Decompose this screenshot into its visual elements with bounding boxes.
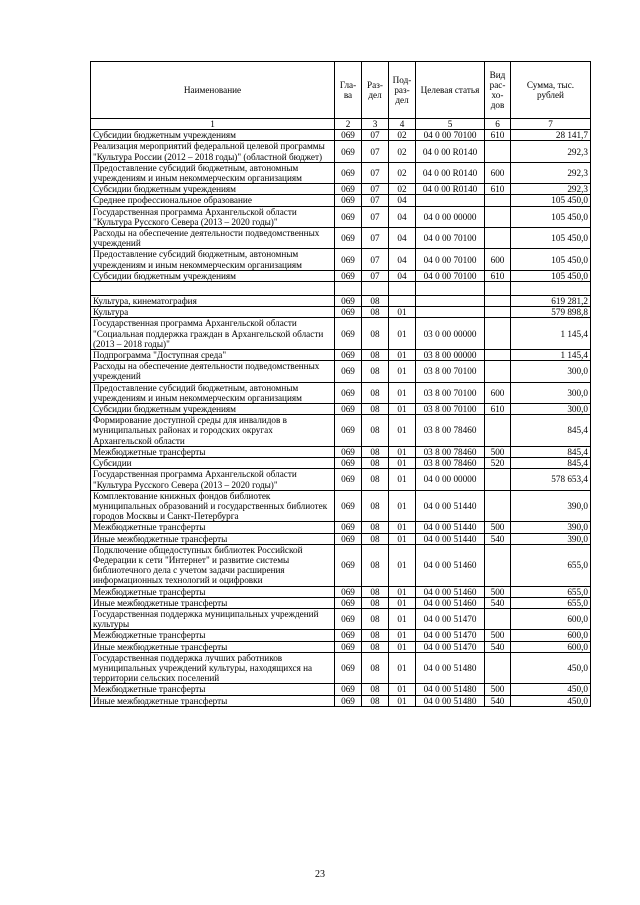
row-sum: 292,3 (511, 141, 591, 162)
row-glava: 069 (335, 228, 362, 249)
row-sum: 105 450,0 (511, 249, 591, 270)
column-number: 5 (416, 119, 485, 130)
row-sum: 390,0 (511, 490, 591, 522)
row-name: Подключение общедоступных библиотек Российской Федерации к сети "Интернет" и развитие системы библиотечного дела с учетом задачи расширения информационных технологий и оцифровки (91, 544, 335, 586)
row-sum: 655,0 (511, 544, 591, 586)
column-number: 2 (335, 119, 362, 130)
table-body (91, 130, 591, 707)
row-expense-type: 610 (485, 130, 511, 141)
row-name: Расходы на обеспечение деятельности подведомственных учреждений (91, 361, 335, 382)
row-expense-type: 600 (485, 162, 511, 183)
row-name: Подпрограмма "Доступная среда" (91, 350, 335, 361)
row-name: Государственная программа Архангельской области "Культура Русского Севера (2013 – 2020 годы)" (91, 206, 335, 227)
table-row (91, 282, 591, 296)
row-podrazdel: 01 (389, 586, 416, 597)
row-glava: 069 (335, 195, 362, 206)
row-glava: 069 (335, 206, 362, 227)
row-expense-type: 600 (485, 382, 511, 403)
row-sum: 578 653,4 (511, 469, 591, 490)
row-expense-type: 540 (485, 695, 511, 706)
row-name: Субсидии бюджетным учреждениям (91, 404, 335, 415)
row-sum: 579 898,8 (511, 307, 591, 318)
row-glava: 069 (335, 446, 362, 457)
row-target-article: 04 0 00 70100 (416, 130, 485, 141)
row-podrazdel: 04 (389, 228, 416, 249)
row-glava: 069 (335, 141, 362, 162)
table-row (91, 522, 591, 533)
row-razdel: 08 (362, 415, 389, 447)
row-podrazdel: 01 (389, 652, 416, 684)
row-target-article: 03 8 00 70100 (416, 382, 485, 403)
row-podrazdel (389, 296, 416, 307)
row-sum: 845,4 (511, 458, 591, 469)
row-razdel: 08 (362, 307, 389, 318)
row-expense-type: 610 (485, 270, 511, 281)
row-expense-type: 540 (485, 597, 511, 608)
row-expense-type (485, 608, 511, 629)
row-razdel: 07 (362, 195, 389, 206)
row-razdel: 07 (362, 141, 389, 162)
row-podrazdel: 01 (389, 608, 416, 629)
table-row (91, 361, 591, 382)
row-target-article (416, 282, 485, 296)
row-podrazdel: 01 (389, 641, 416, 652)
row-target-article: 04 0 00 51440 (416, 522, 485, 533)
table-row (91, 415, 591, 447)
row-razdel: 08 (362, 652, 389, 684)
row-glava: 069 (335, 350, 362, 361)
table-row (91, 597, 591, 608)
row-name: Иные межбюджетные трансферты (91, 533, 335, 544)
row-razdel: 07 (362, 162, 389, 183)
row-podrazdel: 02 (389, 162, 416, 183)
row-sum: 105 450,0 (511, 228, 591, 249)
table-row (91, 318, 591, 350)
row-glava: 069 (335, 522, 362, 533)
table-row (91, 469, 591, 490)
row-sum: 300,0 (511, 361, 591, 382)
row-razdel: 08 (362, 630, 389, 641)
row-target-article: 04 0 00 51460 (416, 544, 485, 586)
row-podrazdel: 01 (389, 318, 416, 350)
row-podrazdel: 01 (389, 350, 416, 361)
row-razdel: 08 (362, 382, 389, 403)
row-razdel: 08 (362, 608, 389, 629)
header-expense-type: Вид рас-хо-дов (485, 62, 511, 119)
row-glava: 069 (335, 490, 362, 522)
row-expense-type: 500 (485, 586, 511, 597)
row-name: Культура, кинематография (91, 296, 335, 307)
header-name: Наименование (91, 62, 335, 119)
row-sum: 105 450,0 (511, 195, 591, 206)
row-name: Межбюджетные трансферты (91, 630, 335, 641)
row-sum: 105 450,0 (511, 206, 591, 227)
row-sum (511, 282, 591, 296)
table-row (91, 307, 591, 318)
row-glava (335, 282, 362, 296)
row-target-article: 03 0 00 00000 (416, 318, 485, 350)
row-sum: 1 145,4 (511, 318, 591, 350)
row-glava: 069 (335, 695, 362, 706)
row-expense-type (485, 195, 511, 206)
row-glava: 069 (335, 361, 362, 382)
table-row (91, 458, 591, 469)
row-glava: 069 (335, 469, 362, 490)
row-expense-type (485, 652, 511, 684)
row-podrazdel: 01 (389, 382, 416, 403)
row-podrazdel: 02 (389, 130, 416, 141)
row-glava: 069 (335, 641, 362, 652)
row-expense-type (485, 296, 511, 307)
row-target-article: 04 0 00 51440 (416, 490, 485, 522)
row-target-article (416, 296, 485, 307)
table-row (91, 228, 591, 249)
row-razdel: 08 (362, 641, 389, 652)
row-razdel: 08 (362, 318, 389, 350)
row-expense-type (485, 469, 511, 490)
row-razdel: 08 (362, 533, 389, 544)
row-sum: 1 145,4 (511, 350, 591, 361)
row-glava: 069 (335, 630, 362, 641)
row-expense-type: 540 (485, 641, 511, 652)
row-razdel: 07 (362, 228, 389, 249)
page-number: 23 (315, 869, 325, 880)
row-sum: 450,0 (511, 684, 591, 695)
row-target-article (416, 195, 485, 206)
row-expense-type (485, 141, 511, 162)
row-name: Субсидии бюджетным учреждениям (91, 130, 335, 141)
table-row (91, 641, 591, 652)
row-razdel: 08 (362, 684, 389, 695)
row-podrazdel: 01 (389, 458, 416, 469)
row-name: Среднее профессиональное образование (91, 195, 335, 206)
row-name: Субсидии бюджетным учреждениям (91, 270, 335, 281)
row-expense-type (485, 282, 511, 296)
row-sum: 600,0 (511, 641, 591, 652)
row-sum: 655,0 (511, 586, 591, 597)
row-sum: 292,3 (511, 162, 591, 183)
row-target-article: 04 0 00 51480 (416, 652, 485, 684)
row-podrazdel: 01 (389, 544, 416, 586)
row-podrazdel: 01 (389, 469, 416, 490)
row-podrazdel: 01 (389, 533, 416, 544)
row-razdel: 08 (362, 544, 389, 586)
row-glava: 069 (335, 608, 362, 629)
row-expense-type (485, 361, 511, 382)
row-name: Культура (91, 307, 335, 318)
row-target-article: 03 8 00 78460 (416, 415, 485, 447)
table-row (91, 270, 591, 281)
row-target-article: 04 0 00 70100 (416, 249, 485, 270)
row-glava: 069 (335, 296, 362, 307)
row-glava: 069 (335, 382, 362, 403)
table-row (91, 162, 591, 183)
row-glava: 069 (335, 597, 362, 608)
row-expense-type: 500 (485, 630, 511, 641)
row-razdel: 07 (362, 249, 389, 270)
row-expense-type: 500 (485, 684, 511, 695)
row-podrazdel: 04 (389, 195, 416, 206)
row-name: Комплектование книжных фондов библиотек муниципальных образований и государственных библиотек городов Москвы и Санкт-Петербурга (91, 490, 335, 522)
row-glava: 069 (335, 404, 362, 415)
row-name: Иные межбюджетные трансферты (91, 597, 335, 608)
row-podrazdel: 01 (389, 490, 416, 522)
row-expense-type: 600 (485, 249, 511, 270)
row-name: Расходы на обеспечение деятельности подведомственных учреждений (91, 228, 335, 249)
row-target-article: 04 0 00 51480 (416, 695, 485, 706)
row-expense-type (485, 318, 511, 350)
row-name: Предоставление субсидий бюджетным, автономным учреждениям и иным некоммерческим организациям (91, 249, 335, 270)
row-glava: 069 (335, 162, 362, 183)
row-glava: 069 (335, 318, 362, 350)
row-sum: 300,0 (511, 404, 591, 415)
row-glava: 069 (335, 184, 362, 195)
row-name: Субсидии (91, 458, 335, 469)
row-razdel: 08 (362, 522, 389, 533)
row-sum: 450,0 (511, 695, 591, 706)
row-razdel: 08 (362, 458, 389, 469)
row-name: Межбюджетные трансферты (91, 522, 335, 533)
row-razdel: 07 (362, 130, 389, 141)
column-number-row (91, 119, 591, 130)
row-sum: 655,0 (511, 597, 591, 608)
row-podrazdel: 02 (389, 184, 416, 195)
row-target-article: 04 0 00 51470 (416, 608, 485, 629)
row-sum: 105 450,0 (511, 270, 591, 281)
row-podrazdel: 01 (389, 307, 416, 318)
row-razdel: 07 (362, 270, 389, 281)
row-name: Формирование доступной среды для инвалидов в муниципальных районах и городских округах Архангельской области (91, 415, 335, 447)
table-row (91, 130, 591, 141)
row-razdel: 08 (362, 597, 389, 608)
table-row (91, 382, 591, 403)
header-razdel: Раз-дел (362, 62, 389, 119)
row-sum: 300,0 (511, 382, 591, 403)
row-glava: 069 (335, 652, 362, 684)
row-name: Предоставление субсидий бюджетным, автономным учреждениям и иным некоммерческим организациям (91, 382, 335, 403)
table-row (91, 544, 591, 586)
row-expense-type: 500 (485, 522, 511, 533)
row-podrazdel: 01 (389, 446, 416, 457)
header-podrazdel: Под-раз-дел (389, 62, 416, 119)
row-sum: 450,0 (511, 652, 591, 684)
row-name: Государственная программа Архангельской области "Культура Русского Севера (2013 – 2020 годы)" (91, 469, 335, 490)
row-name: Межбюджетные трансферты (91, 684, 335, 695)
row-podrazdel (389, 282, 416, 296)
budget-table (90, 61, 591, 707)
row-expense-type: 540 (485, 533, 511, 544)
row-razdel: 08 (362, 469, 389, 490)
table-row (91, 249, 591, 270)
row-sum: 619 281,2 (511, 296, 591, 307)
column-number: 4 (389, 119, 416, 130)
row-razdel: 08 (362, 350, 389, 361)
row-podrazdel: 01 (389, 415, 416, 447)
row-target-article: 04 0 00 R0140 (416, 141, 485, 162)
row-razdel: 08 (362, 446, 389, 457)
row-target-article: 04 0 00 51440 (416, 533, 485, 544)
row-target-article: 04 0 00 R0140 (416, 184, 485, 195)
row-target-article: 03 8 00 70100 (416, 361, 485, 382)
table-row (91, 296, 591, 307)
row-target-article: 04 0 00 51480 (416, 684, 485, 695)
row-target-article: 04 0 00 70100 (416, 270, 485, 281)
row-name: Реализация мероприятий федеральной целевой программы "Культура России (2012 – 2018 годы)" (областной бюджет) (91, 141, 335, 162)
row-expense-type: 610 (485, 184, 511, 195)
table-row (91, 404, 591, 415)
row-podrazdel: 01 (389, 630, 416, 641)
row-glava: 069 (335, 458, 362, 469)
table-row (91, 695, 591, 706)
table-row (91, 652, 591, 684)
row-glava: 069 (335, 544, 362, 586)
table-row (91, 608, 591, 629)
row-razdel (362, 282, 389, 296)
row-target-article: 03 8 00 78460 (416, 458, 485, 469)
table-row (91, 684, 591, 695)
row-podrazdel: 01 (389, 361, 416, 382)
row-sum: 845,4 (511, 446, 591, 457)
row-name: Предоставление субсидий бюджетным, автономным учреждениям и иным некоммерческим организациям (91, 162, 335, 183)
table-row (91, 490, 591, 522)
row-razdel: 08 (362, 586, 389, 597)
row-name: Иные межбюджетные трансферты (91, 695, 335, 706)
row-expense-type (485, 206, 511, 227)
row-glava: 069 (335, 684, 362, 695)
row-sum: 845,4 (511, 415, 591, 447)
row-expense-type (485, 228, 511, 249)
row-expense-type: 520 (485, 458, 511, 469)
row-target-article: 04 0 00 00000 (416, 469, 485, 490)
row-razdel: 08 (362, 296, 389, 307)
header-sum: Сумма, тыс. рублей (511, 62, 591, 119)
row-razdel: 07 (362, 184, 389, 195)
row-expense-type (485, 307, 511, 318)
table-row (91, 446, 591, 457)
header-glava: Гла-ва (335, 62, 362, 119)
row-razdel: 08 (362, 695, 389, 706)
table-row (91, 350, 591, 361)
table-row (91, 630, 591, 641)
row-sum: 292,3 (511, 184, 591, 195)
table-row (91, 586, 591, 597)
row-podrazdel: 04 (389, 270, 416, 281)
row-podrazdel: 04 (389, 206, 416, 227)
row-name: Государственная поддержка лучших работников муниципальных учреждений культуры, находящихся на территории сельских поселений (91, 652, 335, 684)
row-target-article: 04 0 00 00000 (416, 206, 485, 227)
row-razdel: 07 (362, 206, 389, 227)
row-target-article: 04 0 00 51470 (416, 630, 485, 641)
row-glava: 069 (335, 533, 362, 544)
row-podrazdel: 01 (389, 404, 416, 415)
row-sum: 390,0 (511, 522, 591, 533)
row-name: Государственная поддержка муниципальных учреждений культуры (91, 608, 335, 629)
header-target-article: Целевая статья (416, 62, 485, 119)
column-number: 7 (511, 119, 591, 130)
row-target-article: 04 0 00 51460 (416, 586, 485, 597)
row-name (91, 282, 335, 296)
table-row (91, 184, 591, 195)
row-expense-type (485, 544, 511, 586)
row-glava: 069 (335, 130, 362, 141)
row-glava: 069 (335, 415, 362, 447)
row-target-article: 04 0 00 51470 (416, 641, 485, 652)
column-number: 6 (485, 119, 511, 130)
row-razdel: 08 (362, 404, 389, 415)
row-target-article (416, 307, 485, 318)
column-number: 1 (91, 119, 335, 130)
row-name: Государственная программа Архангельской области "Социальная поддержка граждан в Архангельской области (2013 – 2018 годы)" (91, 318, 335, 350)
row-glava: 069 (335, 270, 362, 281)
column-number: 3 (362, 119, 389, 130)
table-row (91, 533, 591, 544)
header-row (91, 62, 591, 119)
row-podrazdel: 01 (389, 597, 416, 608)
row-podrazdel: 01 (389, 684, 416, 695)
row-name: Иные межбюджетные трансферты (91, 641, 335, 652)
row-target-article: 03 8 00 78460 (416, 446, 485, 457)
table-row (91, 141, 591, 162)
row-podrazdel: 04 (389, 249, 416, 270)
row-target-article: 04 0 00 R0140 (416, 162, 485, 183)
row-razdel: 08 (362, 490, 389, 522)
row-target-article: 03 8 00 00000 (416, 350, 485, 361)
row-target-article: 04 0 00 70100 (416, 228, 485, 249)
row-sum: 600,0 (511, 608, 591, 629)
row-sum: 390,0 (511, 533, 591, 544)
row-glava: 069 (335, 586, 362, 597)
row-name: Межбюджетные трансферты (91, 446, 335, 457)
row-glava: 069 (335, 249, 362, 270)
row-expense-type (485, 350, 511, 361)
row-expense-type (485, 415, 511, 447)
row-target-article: 04 0 00 51460 (416, 597, 485, 608)
row-name: Межбюджетные трансферты (91, 586, 335, 597)
row-target-article: 03 8 00 70100 (416, 404, 485, 415)
row-expense-type: 610 (485, 404, 511, 415)
row-sum: 28 141,7 (511, 130, 591, 141)
row-podrazdel: 01 (389, 522, 416, 533)
row-glava: 069 (335, 307, 362, 318)
table-row (91, 206, 591, 227)
row-expense-type (485, 490, 511, 522)
table-row (91, 195, 591, 206)
row-sum: 600,0 (511, 630, 591, 641)
row-podrazdel: 02 (389, 141, 416, 162)
row-podrazdel: 01 (389, 695, 416, 706)
row-expense-type: 500 (485, 446, 511, 457)
row-razdel: 08 (362, 361, 389, 382)
row-name: Субсидии бюджетным учреждениям (91, 184, 335, 195)
